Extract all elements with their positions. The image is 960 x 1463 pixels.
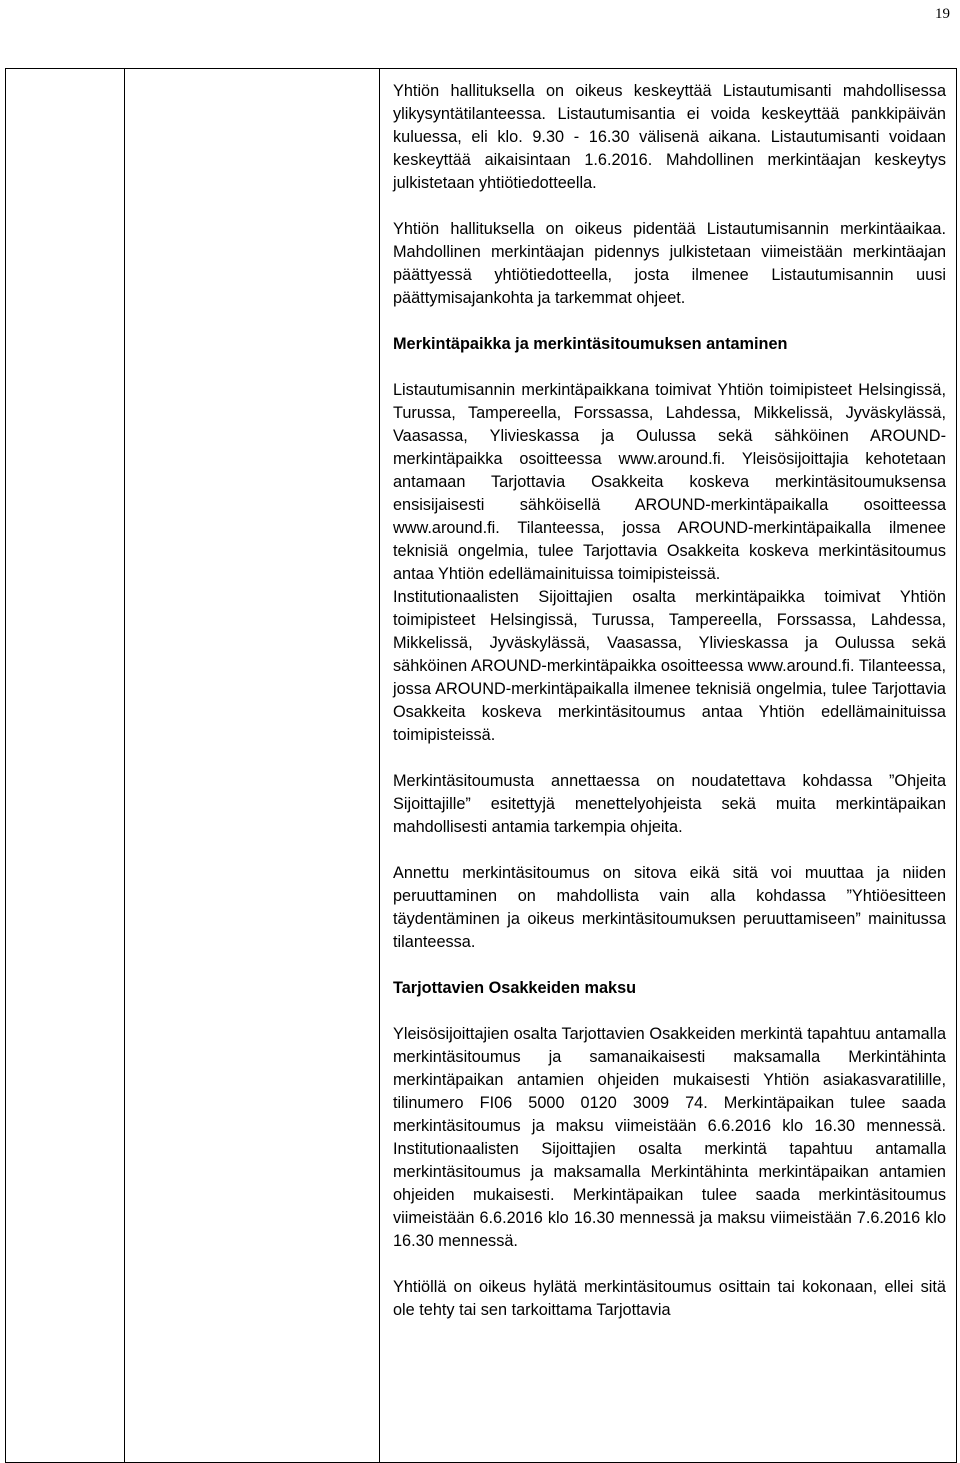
page-number: 19 (935, 6, 950, 22)
paragraph-instructions: Merkintäsitoumusta annettaessa on noudatettava kohdassa ”Ohjeita Sijoittajille” esitettyjä menettelyohjeista sekä muita merkintäpaikan mahdollisesti antamia tarkempia ohjeita. (393, 772, 946, 836)
empty-column-2 (125, 69, 380, 1463)
paragraph-institutional-places: Institutionaalisten Sijoittajien osalta merkintäpaikka toimivat Yhtiön toimipisteet Helsingissä, Turussa, Tampereella, Forssassa, Lahdessa, Mikkelissä, Jyväskylässä, Vaasassa, Ylivieskassa ja Oulussa sekä sähköinen AROUND-merkintäpaikka osoitteessa www.around.fi. Tilanteessa, jossa AROUND-merkintäpaikalla ilmenee teknisiä ongelmia, tulee Tarjottavia Osakkeita koskeva merkintäsitoumus antaa Yhtiön edellämainituissa toimipisteissä. (393, 588, 946, 744)
paragraph-binding: Annettu merkintäsitoumus on sitova eikä sitä voi muuttaa ja niiden peruuttaminen on mahdollista vain alla kohdassa ”Yhtiöesitteen täydentäminen ja oikeus merkintäsitoumuksen peruuttamiseen” mainitussa tilanteessa. (393, 864, 946, 951)
heading-payment: Tarjottavien Osakkeiden maksu (393, 979, 637, 997)
paragraph-interruption: Yhtiön hallituksella on oikeus keskeyttää Listautumisanti mahdollisessa ylikysyntätilanteessa. Listautumisantia ei voida keskeyttää pankkipäivän kuluessa, eli klo. 9.30 - 16.30 välisenä aikana. Listautumisanti voidaan keskeyttää aikaisintaan 1.6.2016. Mahdollinen merkintäajan keskeytys julkistetaan yhtiötiedotteella. (393, 82, 946, 192)
paragraph-rejection: Yhtiöllä on oikeus hylätä merkintäsitoumus osittain tai kokonaan, ellei sitä ole tehty tai sen tarkoittama Tarjottavia (393, 1278, 946, 1319)
paragraph-payment: Yleisösijoittajien osalta Tarjottavien Osakkeiden merkintä tapahtuu antamalla merkintäsitoumus ja samanaikaisesti maksamalla Merkintähinta merkintäpaikan antamien ohjeiden mukaisesti Yhtiön asiakasvaratilille, tilinumero FI06 5000 0120 3009 74. Merkintäpaikan tulee saada merkintäsitoumus ja maksu viimeistään 6.6.2016 klo 16.30 mennessä. Institutionaalisten Sijoittajien osalta merkintä tapahtuu antamalla merkintäsitoumus ja maksamalla Merkintähinta merkintäpaikan antamien ohjeiden mukaisesti. Merkintäpaikan tulee saada merkintäsitoumus viimeistään 6.6.2016 klo 16.30 mennessä ja maksu viimeistään 7.6.2016 klo 16.30 mennessä. (393, 1025, 946, 1250)
paragraph-extension: Yhtiön hallituksella on oikeus pidentää Listautumisannin merkintäaikaa. Mahdollinen merkintäajan pidennys julkistetaan viimeistään merkintäajan päättyessä yhtiötiedotteella, josta ilmenee Listautumisannin uusi päättymisajankohta ja tarkemmat ohjeet. (393, 220, 946, 307)
empty-column-1 (6, 69, 125, 1463)
paragraph-subscription-places: Listautumisannin merkintäpaikkana toimivat Yhtiön toimipisteet Helsingissä, Turussa, Tampereella, Forssassa, Lahdessa, Mikkelissä, Jyväskylässä, Vaasassa, Ylivieskassa ja Oulussa sekä sähköinen AROUND-merkintäpaikka osoitteessa www.around.fi. Yleisösijoittajia kehotetaan antamaan Tarjottavia Osakkeita koskeva merkintäsitoumuksensa ensisijaisesti sähköisellä AROUND-merkintäpaikalla osoitteessa www.around.fi. Tilanteessa, jossa AROUND-merkintäpaikalla ilmenee teknisiä ongelmia, tulee Tarjottavia Osakkeita koskeva merkintäsitoumus antaa Yhtiön edellämainituissa toimipisteissä. (393, 381, 946, 583)
heading-subscription-place: Merkintäpaikka ja merkintäsitoumuksen antaminen (393, 335, 788, 353)
content-cell (380, 69, 957, 1463)
document-table (5, 68, 957, 1463)
